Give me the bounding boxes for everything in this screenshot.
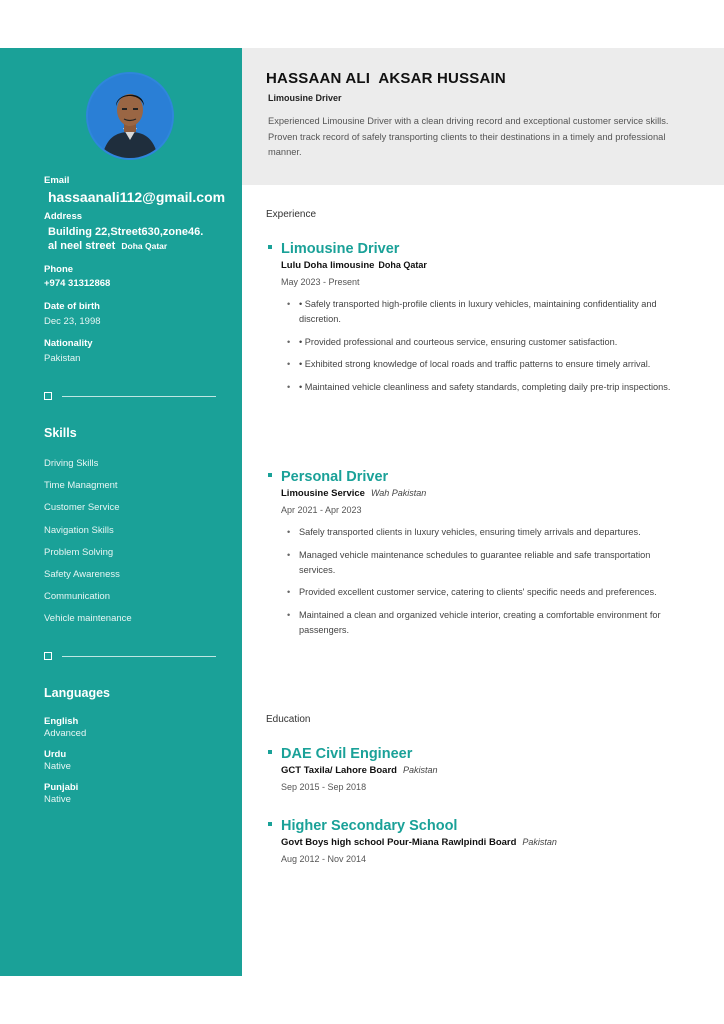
dob-value: Dec 23, 1998 bbox=[44, 316, 101, 327]
candidate-role: Limousine Driver bbox=[268, 93, 342, 103]
address-city: Doha Qatar bbox=[121, 241, 168, 251]
job-location: Doha Qatar bbox=[378, 260, 427, 270]
duty-item: • • Provided professional and courteous service, ensuring customer satisfaction. bbox=[286, 335, 678, 350]
phone-value[interactable]: +974 31312868 bbox=[44, 278, 111, 289]
job-location: Wah Pakistan bbox=[370, 488, 427, 498]
education-location: Pakistan bbox=[522, 837, 557, 847]
skill-item: Problem Solving bbox=[44, 546, 114, 558]
section-divider bbox=[44, 392, 216, 402]
education-title: DAE Civil Engineer bbox=[268, 746, 698, 764]
language-item bbox=[44, 782, 78, 806]
education-school: Govt Boys high school Pour-Miana Rawlpindi Board Pakistan bbox=[281, 837, 557, 848]
education-entry bbox=[268, 818, 698, 864]
language-name: Urdu bbox=[44, 749, 67, 760]
duty-item: • Provided excellent customer service, catering to clients' specific needs and preferences. bbox=[286, 585, 678, 600]
education-dates: Sep 2015 - Sep 2018 bbox=[281, 782, 367, 792]
languages-heading: Languages bbox=[44, 686, 110, 700]
address-value bbox=[48, 225, 203, 253]
job-company: Limousine Service Wah Pakistan bbox=[281, 488, 427, 499]
language-level: Advanced bbox=[44, 728, 87, 739]
phone-label: Phone bbox=[44, 264, 74, 275]
sidebar bbox=[0, 48, 242, 976]
duty-item: • Managed vehicle maintenance schedules to guarantee reliable and safe transportation services. bbox=[286, 548, 678, 578]
duty-item: • • Maintained vehicle cleanliness and safety standards, completing daily pre-trip inspections. bbox=[286, 380, 678, 395]
duties-list bbox=[286, 525, 698, 638]
education-title: Higher Secondary School bbox=[268, 818, 698, 836]
address-label: Address bbox=[44, 211, 83, 222]
duty-item: • Maintained a clean and organized vehicle interior, creating a comfortable environment for passengers. bbox=[286, 608, 678, 638]
education-entry bbox=[268, 746, 698, 792]
language-item bbox=[44, 716, 86, 740]
job-entry bbox=[268, 469, 698, 645]
bullet-icon bbox=[268, 750, 272, 754]
bullet-icon bbox=[268, 473, 272, 477]
skills-list bbox=[44, 458, 132, 636]
skill-item: Time Managment bbox=[44, 480, 118, 492]
language-level: Native bbox=[44, 761, 71, 772]
skill-item: Communication bbox=[44, 591, 110, 603]
job-entry bbox=[268, 241, 698, 402]
email-label: Email bbox=[44, 175, 70, 186]
language-name: Punjabi bbox=[44, 782, 79, 793]
language-name: English bbox=[44, 716, 79, 727]
job-dates: Apr 2021 - Apr 2023 bbox=[281, 505, 362, 515]
skill-item: Safety Awareness bbox=[44, 568, 120, 580]
email-value[interactable]: hassaanali112@gmail.com bbox=[48, 189, 226, 205]
duty-item: • Safely transported clients in luxury vehicles, ensuring timely arrivals and departures. bbox=[286, 525, 678, 540]
job-title: Personal Driver bbox=[268, 469, 698, 487]
profile-photo bbox=[86, 72, 174, 160]
education-heading: Education bbox=[266, 714, 311, 725]
language-level: Native bbox=[44, 794, 71, 805]
skill-item: Driving Skills bbox=[44, 458, 99, 469]
nationality-label: Nationality bbox=[44, 338, 93, 349]
address-line1: Building 22,Street630,zone46. bbox=[48, 226, 204, 238]
profile-summary: Experienced Limousine Driver with a clean driving record and exceptional customer service skills. Proven track record of safely transporting clients to their destinations in a timely and professional manner. bbox=[268, 116, 669, 157]
nationality-value: Pakistan bbox=[44, 353, 81, 364]
experience-heading: Experience bbox=[266, 209, 317, 220]
skill-item: Navigation Skills bbox=[44, 524, 114, 536]
skill-item: Customer Service bbox=[44, 502, 120, 514]
candidate-name: HASSAAN ALI AKSAR HUSSAIN bbox=[266, 70, 506, 87]
bullet-icon bbox=[268, 245, 272, 249]
language-item bbox=[44, 749, 71, 773]
job-company: Lulu Doha limousine Doha Qatar bbox=[281, 260, 427, 271]
job-title: Limousine Driver bbox=[268, 241, 698, 259]
education-location: Pakistan bbox=[402, 765, 438, 775]
education-dates: Aug 2012 - Nov 2014 bbox=[281, 854, 367, 864]
skill-item: Vehicle maintenance bbox=[44, 613, 132, 625]
skills-heading: Skills bbox=[44, 426, 77, 440]
education-school: GCT Taxila/ Lahore Board Pakistan bbox=[281, 765, 438, 776]
duty-item: • • Exhibited strong knowledge of local roads and traffic patterns to ensure timely arrival. bbox=[286, 357, 678, 372]
divider-square-icon bbox=[44, 392, 52, 400]
duties-list bbox=[286, 297, 698, 395]
section-divider bbox=[44, 652, 216, 662]
divider-square-icon bbox=[44, 652, 52, 660]
duty-item: • • Safely transported high-profile clients in luxury vehicles, maintaining confidentiality and discretion. bbox=[286, 297, 678, 327]
address-line2: al neel street bbox=[48, 240, 116, 252]
job-dates: May 2023 - Present bbox=[281, 277, 360, 287]
bullet-icon bbox=[268, 822, 272, 826]
dob-label: Date of birth bbox=[44, 301, 100, 312]
